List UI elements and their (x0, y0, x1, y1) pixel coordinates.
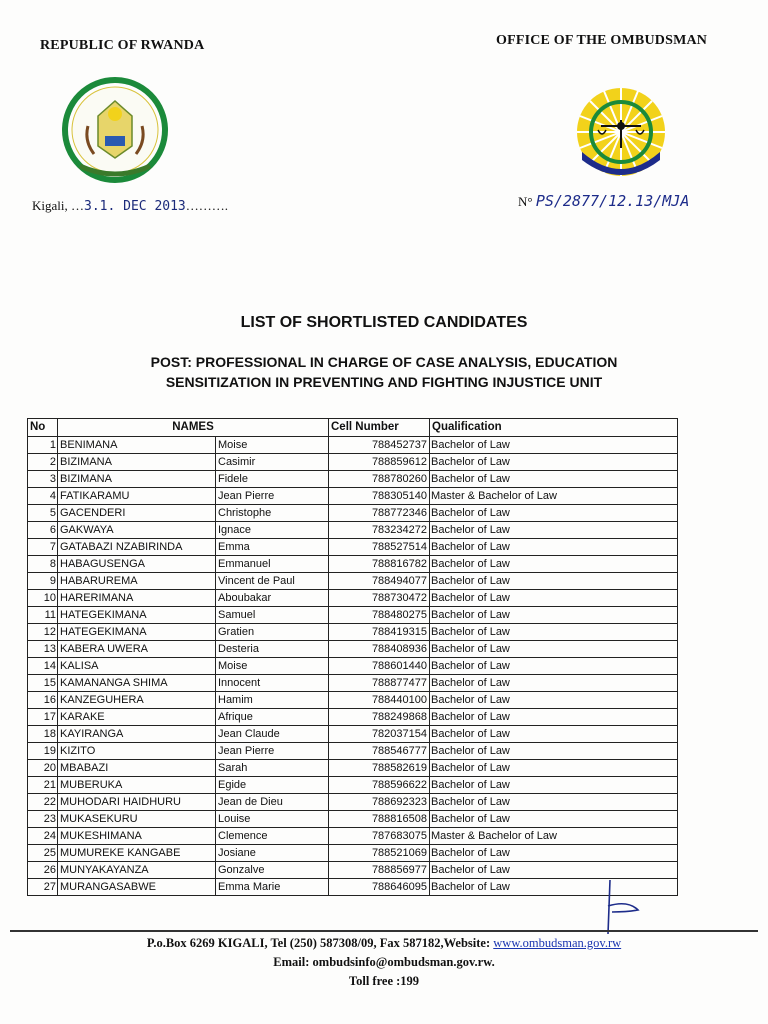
cell-number-cell: 788780260 (329, 471, 430, 488)
row-number: 27 (28, 879, 58, 896)
table-row (28, 556, 678, 573)
row-number: 22 (28, 794, 58, 811)
table-row (28, 743, 678, 760)
surname-cell: BENIMANA (58, 437, 216, 454)
qualification-cell: Bachelor of Law (430, 777, 678, 794)
cell-number-cell: 788249868 (329, 709, 430, 726)
table-row (28, 845, 678, 862)
table-row (28, 709, 678, 726)
cell-number-cell: 788730472 (329, 590, 430, 607)
surname-cell: FATIKARAMU (58, 488, 216, 505)
first-name-cell: Desteria (216, 641, 329, 658)
surname-cell: BIZIMANA (58, 471, 216, 488)
first-name-cell: Casimir (216, 454, 329, 471)
table-row (28, 658, 678, 675)
row-number: 23 (28, 811, 58, 828)
first-name-cell: Emma (216, 539, 329, 556)
kigali-label: Kigali, … (32, 198, 84, 213)
qualification-cell: Bachelor of Law (430, 539, 678, 556)
first-name-cell: Vincent de Paul (216, 573, 329, 590)
cell-number-cell: 788305140 (329, 488, 430, 505)
qualification-cell: Bachelor of Law (430, 675, 678, 692)
row-number: 7 (28, 539, 58, 556)
table-row (28, 726, 678, 743)
row-number: 4 (28, 488, 58, 505)
cell-number-cell: 788521069 (329, 845, 430, 862)
qualification-cell: Bachelor of Law (430, 743, 678, 760)
table-row (28, 437, 678, 454)
cell-number-cell: 788408936 (329, 641, 430, 658)
surname-cell: HABAGUSENGA (58, 556, 216, 573)
surname-cell: MURANGASABWE (58, 879, 216, 896)
qualification-cell: Bachelor of Law (430, 811, 678, 828)
cell-number-cell: 788856977 (329, 862, 430, 879)
surname-cell: KANZEGUHERA (58, 692, 216, 709)
first-name-cell: Egide (216, 777, 329, 794)
cell-number-cell: 788527514 (329, 539, 430, 556)
row-number: 19 (28, 743, 58, 760)
row-number: 17 (28, 709, 58, 726)
table-row (28, 573, 678, 590)
cell-number-cell: 788546777 (329, 743, 430, 760)
cell-number-cell: 788596622 (329, 777, 430, 794)
table-row (28, 811, 678, 828)
row-number: 3 (28, 471, 58, 488)
header-names: NAMES (58, 419, 329, 437)
signature-icon (592, 876, 642, 936)
row-number: 18 (28, 726, 58, 743)
table-row (28, 879, 678, 896)
first-name-cell: Gonzalve (216, 862, 329, 879)
candidates-table (27, 418, 678, 896)
qualification-cell: Bachelor of Law (430, 726, 678, 743)
first-name-cell: Afrique (216, 709, 329, 726)
table-row (28, 624, 678, 641)
first-name-cell: Moise (216, 437, 329, 454)
first-name-cell: Fidele (216, 471, 329, 488)
row-number: 20 (28, 760, 58, 777)
qualification-cell: Bachelor of Law (430, 556, 678, 573)
row-number: 1 (28, 437, 58, 454)
row-number: 5 (28, 505, 58, 522)
ref-label: N° (518, 194, 533, 209)
qualification-cell: Bachelor of Law (430, 624, 678, 641)
post-title-line-2: SENSITIZATION IN PREVENTING AND FIGHTING INJUSTICE UNIT (165, 374, 603, 390)
surname-cell: HABARUREMA (58, 573, 216, 590)
cell-number-cell: 788877477 (329, 675, 430, 692)
row-number: 14 (28, 658, 58, 675)
row-number: 11 (28, 607, 58, 624)
row-number: 26 (28, 862, 58, 879)
office-header: OFFICE OF THE OMBUDSMAN (496, 33, 708, 48)
table-row (28, 692, 678, 709)
surname-cell: MBABAZI (58, 760, 216, 777)
surname-cell: KABERA UWERA (58, 641, 216, 658)
qualification-cell: Bachelor of Law (430, 794, 678, 811)
row-number: 10 (28, 590, 58, 607)
cell-number-cell: 788601440 (329, 658, 430, 675)
surname-cell: MUHODARI HAIDHURU (58, 794, 216, 811)
qualification-cell: Master & Bachelor of Law (430, 828, 678, 845)
page-title: LIST OF SHORTLISTED CANDIDATES (240, 314, 528, 331)
ombudsman-seal-icon (568, 82, 674, 182)
qualification-cell: Bachelor of Law (430, 760, 678, 777)
cell-number-cell: 787683075 (329, 828, 430, 845)
first-name-cell: Louise (216, 811, 329, 828)
date-stamp: 3.1. DEC 2013 (84, 199, 186, 214)
first-name-cell: Ignace (216, 522, 329, 539)
row-number: 16 (28, 692, 58, 709)
first-name-cell: Hamim (216, 692, 329, 709)
row-number: 6 (28, 522, 58, 539)
surname-cell: GATABAZI NZABIRINDA (58, 539, 216, 556)
cell-number-cell: 788440100 (329, 692, 430, 709)
row-number: 12 (28, 624, 58, 641)
table-row (28, 607, 678, 624)
qualification-cell: Bachelor of Law (430, 845, 678, 862)
row-number: 21 (28, 777, 58, 794)
surname-cell: HATEGEKIMANA (58, 607, 216, 624)
qualification-cell: Bachelor of Law (430, 607, 678, 624)
first-name-cell: Jean Pierre (216, 488, 329, 505)
qualification-cell: Bachelor of Law (430, 692, 678, 709)
rwanda-coat-of-arms-icon (60, 76, 170, 188)
footer-email: Email: ombudsinfo@ombudsman.gov.rw. (273, 955, 495, 969)
cell-number-cell: 788452737 (329, 437, 430, 454)
table-row (28, 505, 678, 522)
surname-cell: MUNYAKAYANZA (58, 862, 216, 879)
table-row (28, 454, 678, 471)
footer-address-text: P.o.Box 6269 KIGALI, Tel (250) 587308/09, Fax 587182,Website: (146, 936, 491, 950)
row-number: 2 (28, 454, 58, 471)
row-number: 25 (28, 845, 58, 862)
first-name-cell: Clemence (216, 828, 329, 845)
first-name-cell: Josiane (216, 845, 329, 862)
post-title-line-1: POST: PROFESSIONAL IN CHARGE OF CASE ANALYSIS, EDUCATION (150, 354, 618, 370)
table-row (28, 522, 678, 539)
row-number: 13 (28, 641, 58, 658)
cell-number-cell: 788692323 (329, 794, 430, 811)
surname-cell: MUBERUKA (58, 777, 216, 794)
table-row (28, 471, 678, 488)
header-qualification: Qualification (430, 419, 678, 437)
cell-number-cell: 788859612 (329, 454, 430, 471)
reference-number (518, 192, 689, 210)
surname-cell: GACENDERI (58, 505, 216, 522)
qualification-cell: Bachelor of Law (430, 590, 678, 607)
qualification-cell: Bachelor of Law (430, 471, 678, 488)
table-row (28, 794, 678, 811)
surname-cell: KARAKE (58, 709, 216, 726)
table-row (28, 590, 678, 607)
qualification-cell: Bachelor of Law (430, 505, 678, 522)
surname-cell: MUKASEKURU (58, 811, 216, 828)
cell-number-cell: 788494077 (329, 573, 430, 590)
table-row (28, 641, 678, 658)
row-number: 9 (28, 573, 58, 590)
qualification-cell: Bachelor of Law (430, 862, 678, 879)
surname-cell: KAYIRANGA (58, 726, 216, 743)
header-cell-number: Cell Number (329, 419, 430, 437)
surname-cell: KALISA (58, 658, 216, 675)
table-header-row (28, 419, 678, 437)
qualification-cell: Master & Bachelor of Law (430, 488, 678, 505)
qualification-cell: Bachelor of Law (430, 641, 678, 658)
table-row (28, 760, 678, 777)
row-number: 24 (28, 828, 58, 845)
first-name-cell: Moise (216, 658, 329, 675)
table-row (28, 488, 678, 505)
qualification-cell: Bachelor of Law (430, 709, 678, 726)
cell-number-cell: 788646095 (329, 879, 430, 896)
first-name-cell: Emmanuel (216, 556, 329, 573)
table-row (28, 539, 678, 556)
first-name-cell: Emma Marie (216, 879, 329, 896)
cell-number-cell: 788816782 (329, 556, 430, 573)
first-name-cell: Sarah (216, 760, 329, 777)
first-name-cell: Samuel (216, 607, 329, 624)
table-row (28, 675, 678, 692)
cell-number-cell: 783234272 (329, 522, 430, 539)
qualification-cell: Bachelor of Law (430, 573, 678, 590)
qualification-cell: Bachelor of Law (430, 879, 678, 896)
table-row (28, 777, 678, 794)
cell-number-cell: 788419315 (329, 624, 430, 641)
row-number: 8 (28, 556, 58, 573)
cell-number-cell: 782037154 (329, 726, 430, 743)
republic-header: REPUBLIC OF RWANDA (40, 38, 205, 53)
qualification-cell: Bachelor of Law (430, 437, 678, 454)
first-name-cell: Christophe (216, 505, 329, 522)
surname-cell: HARERIMANA (58, 590, 216, 607)
first-name-cell: Gratien (216, 624, 329, 641)
footer-toll-free: Toll free :199 (348, 974, 420, 988)
cell-number-cell: 788772346 (329, 505, 430, 522)
kigali-dots: ………. (185, 198, 228, 213)
website-link[interactable]: www.ombudsman.gov.rw (493, 936, 622, 950)
first-name-cell: Jean de Dieu (216, 794, 329, 811)
surname-cell: GAKWAYA (58, 522, 216, 539)
table-row (28, 862, 678, 879)
cell-number-cell: 788816508 (329, 811, 430, 828)
row-number: 15 (28, 675, 58, 692)
surname-cell: KAMANANGA SHIMA (58, 675, 216, 692)
header-no: No (28, 419, 58, 437)
table-body (28, 437, 678, 896)
cell-number-cell: 788480275 (329, 607, 430, 624)
cell-number-cell: 788582619 (329, 760, 430, 777)
first-name-cell: Jean Pierre (216, 743, 329, 760)
footer-address (0, 936, 768, 951)
surname-cell: MUKESHIMANA (58, 828, 216, 845)
surname-cell: BIZIMANA (58, 454, 216, 471)
surname-cell: KIZITO (58, 743, 216, 760)
surname-cell: HATEGEKIMANA (58, 624, 216, 641)
surname-cell: MUMUREKE KANGABE (58, 845, 216, 862)
table-row (28, 828, 678, 845)
first-name-cell: Jean Claude (216, 726, 329, 743)
first-name-cell: Innocent (216, 675, 329, 692)
place-and-date (32, 198, 228, 214)
qualification-cell: Bachelor of Law (430, 454, 678, 471)
qualification-cell: Bachelor of Law (430, 658, 678, 675)
first-name-cell: Aboubakar (216, 590, 329, 607)
footer-divider (10, 930, 758, 932)
qualification-cell: Bachelor of Law (430, 522, 678, 539)
ref-number-value: PS/2877/12.13/MJA (535, 192, 690, 210)
